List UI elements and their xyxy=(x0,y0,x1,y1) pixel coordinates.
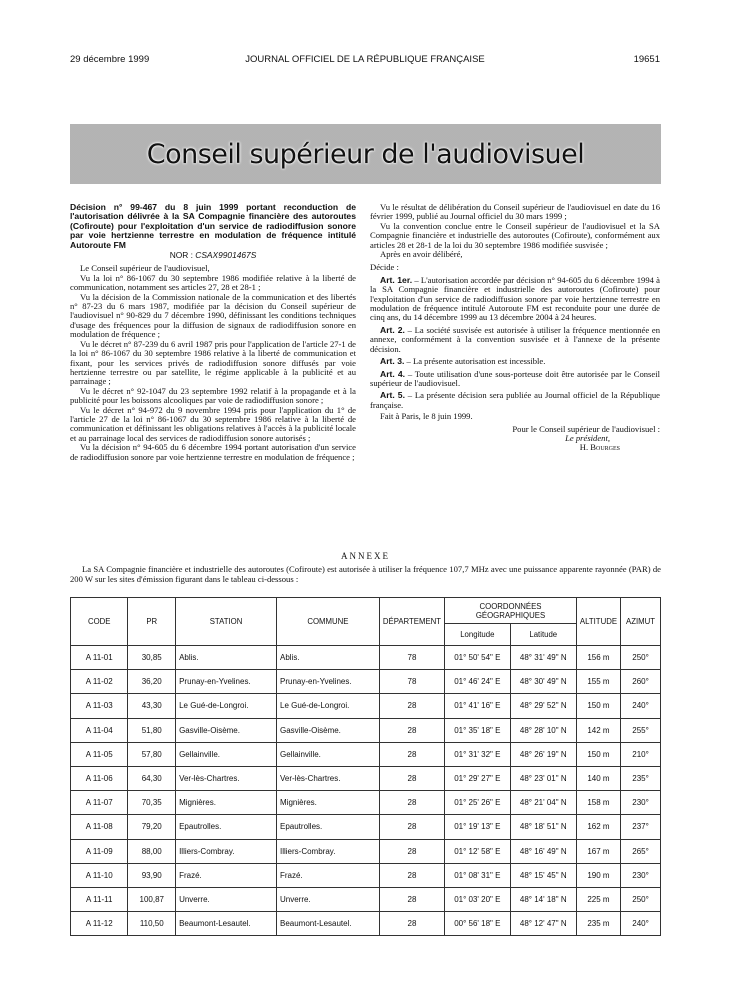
code-cell: A 11-02 xyxy=(71,670,128,694)
annexe-intro: La SA Compagnie financière et industrielle des autoroutes (Cofiroute) est autorisée à utiliser la fréquence 107,7 MHz avec une puissance apparente rayonnée (PAR) de 200 W sur les sites d'émission figurant dans le tableau ci-dessous : xyxy=(70,564,661,584)
table-row xyxy=(71,646,661,670)
header-latitude: Latitude xyxy=(510,624,576,646)
station-cell: Beaumont-Lesautel. xyxy=(176,912,277,936)
azimut-cell: 255° xyxy=(621,718,661,742)
commune-cell: Illiers-Combray. xyxy=(277,839,380,863)
section-title: Conseil supérieur de l'audiovisuel xyxy=(146,138,585,170)
azimut-cell: 240° xyxy=(621,694,661,718)
decide-heading: Décide : xyxy=(370,262,399,273)
pr-cell: 100,87 xyxy=(128,887,176,911)
pr-cell: 43,30 xyxy=(128,694,176,718)
station-cell: Epautrolles. xyxy=(176,815,277,839)
altitude-cell: 155 m xyxy=(576,670,620,694)
left-paragraphs xyxy=(70,264,356,462)
article-number: Art. 2. xyxy=(380,324,405,335)
article-text: – La présente autorisation est incessible. xyxy=(404,356,546,367)
left-paragraph: Vu la loi n° 86-1067 du 30 septembre 1986 modifiée relative à la liberté de communication, notamment ses articles 27, 28 et 28-1 ; xyxy=(70,272,356,293)
left-paragraph: Le Conseil supérieur de l'audiovisuel, xyxy=(80,263,210,274)
table-row xyxy=(71,766,661,790)
altitude-cell: 167 m xyxy=(576,839,620,863)
commune-cell: Ablis. xyxy=(277,646,380,670)
table-row xyxy=(71,863,661,887)
article-paragraph xyxy=(370,357,660,366)
departement-cell: 28 xyxy=(379,912,444,936)
code-cell: A 11-04 xyxy=(71,718,128,742)
departement-cell: 28 xyxy=(379,718,444,742)
right-paragraph: Après en avoir délibéré, xyxy=(380,249,463,260)
section-banner xyxy=(70,124,661,184)
article-number: Art. 4. xyxy=(380,368,406,379)
station-cell: Mignières. xyxy=(176,791,277,815)
commune-cell: Mignières. xyxy=(277,791,380,815)
longitude-cell: 00° 56' 18" E xyxy=(445,912,511,936)
station-cell: Unverre. xyxy=(176,887,277,911)
header-station: STATION xyxy=(176,598,277,646)
altitude-cell: 156 m xyxy=(576,646,620,670)
header-coords: COORDONNÉES GÉOGRAPHIQUES xyxy=(445,598,577,624)
departement-cell: 28 xyxy=(379,863,444,887)
azimut-cell: 230° xyxy=(621,791,661,815)
signature-block xyxy=(370,425,660,453)
altitude-cell: 150 m xyxy=(576,694,620,718)
signature-name: H. Bourges xyxy=(579,442,620,453)
stations-table-body xyxy=(71,646,661,936)
header-pr: PR xyxy=(128,598,176,646)
article-text: – Toute utilisation d'une sous-porteuse doit être autorisée par le Conseil supérieur de l'audiovisuel. xyxy=(370,368,660,388)
latitude-cell: 48° 12' 47" N xyxy=(510,912,576,936)
article-number: Art. 3. xyxy=(380,356,405,367)
header-longitude: Longitude xyxy=(445,624,511,646)
page-number: 19651 xyxy=(633,54,660,65)
departement-cell: 28 xyxy=(379,839,444,863)
station-cell: Ver-lès-Chartres. xyxy=(176,766,277,790)
departement-cell: 28 xyxy=(379,742,444,766)
article-paragraph xyxy=(370,370,660,389)
commune-cell: Beaumont-Lesautel. xyxy=(277,912,380,936)
commune-cell: Gellainville. xyxy=(277,742,380,766)
table-row xyxy=(71,718,661,742)
azimut-cell: 260° xyxy=(621,670,661,694)
code-cell: A 11-12 xyxy=(71,912,128,936)
pr-cell: 70,35 xyxy=(128,791,176,815)
article-text: – L'autorisation accordée par décision n° 94-605 du 6 décembre 1994 à la SA Compagnie financière et industrielle des autoroutes (Cofiroute) pour l'exploitation d'un service de radiodiffusion sonore par voie hertzienne terrestre en modulation de fréquence intitulé Autoroute FM est reconduite pour une durée de cinq ans, du 14 décembre 1999 au 13 décembre 2004 à 24 heures. xyxy=(370,274,660,323)
pr-cell: 36,20 xyxy=(128,670,176,694)
stations-table xyxy=(70,597,661,936)
journal-title: JOURNAL OFFICIEL DE LA RÉPUBLIQUE FRANÇAISE xyxy=(245,54,485,65)
latitude-cell: 48° 23' 01" N xyxy=(510,766,576,790)
azimut-cell: 265° xyxy=(621,839,661,863)
signature-role: Le président, xyxy=(565,432,610,443)
departement-cell: 28 xyxy=(379,791,444,815)
table-row xyxy=(71,839,661,863)
table-row xyxy=(71,912,661,936)
altitude-cell: 150 m xyxy=(576,742,620,766)
header-departement: DÉPARTEMENT xyxy=(379,598,444,646)
pr-cell: 93,90 xyxy=(128,863,176,887)
longitude-cell: 01° 25' 26" E xyxy=(445,791,511,815)
longitude-cell: 01° 12' 58" E xyxy=(445,839,511,863)
commune-cell: Prunay-en-Yvelines. xyxy=(277,670,380,694)
altitude-cell: 162 m xyxy=(576,815,620,839)
article-text: – La présente décision sera publiée au Journal officiel de la République française. xyxy=(370,390,660,410)
pr-cell: 57,80 xyxy=(128,742,176,766)
commune-cell: Ver-lès-Chartres. xyxy=(277,766,380,790)
longitude-cell: 01° 35' 18" E xyxy=(445,718,511,742)
table-row xyxy=(71,887,661,911)
commune-cell: Epautrolles. xyxy=(277,815,380,839)
code-cell: A 11-06 xyxy=(71,766,128,790)
latitude-cell: 48° 30' 49" N xyxy=(510,670,576,694)
station-cell: Gellainville. xyxy=(176,742,277,766)
code-cell: A 11-05 xyxy=(71,742,128,766)
latitude-cell: 48° 26' 19" N xyxy=(510,742,576,766)
articles-list xyxy=(370,276,660,410)
longitude-cell: 01° 41' 16" E xyxy=(445,694,511,718)
annexe-title: ANNEXE xyxy=(341,551,390,561)
left-paragraph: Vu la décision de la Commission nationale de la communication et des libertés n° 87-23 du 6 mars 1987, modifiée par la décision du Conseil supérieur de l'audiovisuel n° 90-829 du 7 décembre 1990, définissant les conditions techniques d'usage des fréquences pour la diffusion de signaux de radiodiffusion sonore en modulation de fréquence ; xyxy=(70,291,356,340)
pr-cell: 51,80 xyxy=(128,718,176,742)
commune-cell: Unverre. xyxy=(277,887,380,911)
latitude-cell: 48° 21' 04" N xyxy=(510,791,576,815)
signature-line: Pour le Conseil supérieur de l'audiovisuel : xyxy=(512,423,660,434)
altitude-cell: 225 m xyxy=(576,887,620,911)
code-cell: A 11-10 xyxy=(71,863,128,887)
table-row xyxy=(71,670,661,694)
pr-cell: 110,50 xyxy=(128,912,176,936)
departement-cell: 28 xyxy=(379,694,444,718)
longitude-cell: 01° 46' 24" E xyxy=(445,670,511,694)
pr-cell: 79,20 xyxy=(128,815,176,839)
issue-date: 29 décembre 1999 xyxy=(70,54,150,65)
station-cell: Le Gué-de-Longroi. xyxy=(176,694,277,718)
latitude-cell: 48° 14' 18" N xyxy=(510,887,576,911)
departement-cell: 28 xyxy=(379,815,444,839)
longitude-cell: 01° 50' 54" E xyxy=(445,646,511,670)
code-cell: A 11-08 xyxy=(71,815,128,839)
header-azimut: AZIMUT xyxy=(621,598,661,646)
table-row xyxy=(71,791,661,815)
code-cell: A 11-09 xyxy=(71,839,128,863)
header-altitude: ALTITUDE xyxy=(576,598,620,646)
running-head xyxy=(70,54,660,68)
header-code: CODE xyxy=(71,598,128,646)
article-number: Art. 5. xyxy=(380,390,405,401)
left-paragraph: Vu le décret n° 87-239 du 6 avril 1987 pris pour l'application de l'article 27-1 de la loi n° 86-1067 du 30 septembre 1986 relative à la liberté de communication et fixant, pour les services privés de radiodiffusion sonore diffusés par voie hertzienne terrestre ou par satellite, le régime applicable à la publicité et au parrainage ; xyxy=(70,338,356,387)
altitude-cell: 158 m xyxy=(576,791,620,815)
pr-cell: 88,00 xyxy=(128,839,176,863)
left-paragraph: Vu la décision n° 94-605 du 6 décembre 1994 portant autorisation d'un service de radiodiffusion sonore par voie hertzienne terrestre en modulation de fréquence ; xyxy=(70,442,356,462)
table-row xyxy=(71,815,661,839)
left-paragraph: Vu le décret n° 92-1047 du 23 septembre 1992 relatif à la propagande et à la publicité pour les boissons alcooliques par voie de radiodiffusion sonore ; xyxy=(70,385,356,406)
code-cell: A 11-01 xyxy=(71,646,128,670)
altitude-cell: 140 m xyxy=(576,766,620,790)
azimut-cell: 235° xyxy=(621,766,661,790)
left-column xyxy=(70,203,356,462)
table-row xyxy=(71,742,661,766)
departement-cell: 28 xyxy=(379,766,444,790)
longitude-cell: 01° 29' 27" E xyxy=(445,766,511,790)
longitude-cell: 01° 08' 31" E xyxy=(445,863,511,887)
code-cell: A 11-07 xyxy=(71,791,128,815)
commune-cell: Gasville-Oisème. xyxy=(277,718,380,742)
longitude-cell: 01° 31' 32" E xyxy=(445,742,511,766)
altitude-cell: 235 m xyxy=(576,912,620,936)
altitude-cell: 190 m xyxy=(576,863,620,887)
azimut-cell: 250° xyxy=(621,887,661,911)
nor-label: NOR : xyxy=(169,250,193,261)
code-cell: A 11-03 xyxy=(71,694,128,718)
header-commune: COMMUNE xyxy=(277,598,380,646)
right-paragraphs xyxy=(370,203,660,259)
pr-cell: 64,30 xyxy=(128,766,176,790)
station-cell: Ablis. xyxy=(176,646,277,670)
nor-code: CSAX9901467S xyxy=(195,250,257,261)
latitude-cell: 48° 18' 51" N xyxy=(510,815,576,839)
code-cell: A 11-11 xyxy=(71,887,128,911)
table-row xyxy=(71,694,661,718)
azimut-cell: 237° xyxy=(621,815,661,839)
article-text: – La société susvisée est autorisée à utiliser la fréquence mentionnée en annexe, conformément à la convention susvisée et à l'annexe de la présente décision. xyxy=(370,324,660,354)
station-cell: Frazé. xyxy=(176,863,277,887)
commune-cell: Le Gué-de-Longroi. xyxy=(277,694,380,718)
longitude-cell: 01° 19' 13" E xyxy=(445,815,511,839)
station-cell: Illiers-Combray. xyxy=(176,839,277,863)
latitude-cell: 48° 29' 52" N xyxy=(510,694,576,718)
article-paragraph xyxy=(370,391,660,410)
article-number: Art. 1er. xyxy=(380,274,413,285)
departement-cell: 78 xyxy=(379,646,444,670)
decision-title: Décision n° 99-467 du 8 juin 1999 portant reconduction de l'autorisation délivrée à la SA Compagnie financière des autoroutes (Cofiroute) pour l'exploitation d'un service de radiodiffusion sonore par voie hertzienne terrestre en modulation de fréquence intitulé Autoroute FM xyxy=(70,202,356,250)
altitude-cell: 142 m xyxy=(576,718,620,742)
longitude-cell: 01° 03' 20" E xyxy=(445,887,511,911)
latitude-cell: 48° 31' 49" N xyxy=(510,646,576,670)
station-cell: Prunay-en-Yvelines. xyxy=(176,670,277,694)
left-paragraph: Vu le décret n° 94-972 du 9 novembre 1994 pris pour l'application du 1° de l'article 27 de la loi n° 86-1067 du 30 septembre 1986 relative à la liberté de communication et définissant les obligations relatives à l'accès à la publicité locale et au parrainage local des services de radiodiffusion sonore autorisés ; xyxy=(70,404,356,443)
departement-cell: 28 xyxy=(379,887,444,911)
nor-line xyxy=(70,251,356,260)
azimut-cell: 250° xyxy=(621,646,661,670)
right-paragraph: Vu le résultat de délibération du Conseil supérieur de l'audiovisuel en date du 16 février 1999, publié au Journal officiel du 30 mars 1999 ; xyxy=(370,202,660,222)
pr-cell: 30,85 xyxy=(128,646,176,670)
article-paragraph xyxy=(370,326,660,354)
article-paragraph xyxy=(370,276,660,323)
latitude-cell: 48° 28' 10" N xyxy=(510,718,576,742)
right-paragraph: Vu la convention conclue entre le Conseil supérieur de l'audiovisuel et la SA Compagnie financière et industrielle des autoroutes (Cofiroute), conformément aux articles 28 et 28-1 de la loi du 30 septembre 1986 modifiée susvisée ; xyxy=(370,220,660,250)
commune-cell: Frazé. xyxy=(277,863,380,887)
latitude-cell: 48° 15' 45" N xyxy=(510,863,576,887)
azimut-cell: 240° xyxy=(621,912,661,936)
station-cell: Gasville-Oisème. xyxy=(176,718,277,742)
azimut-cell: 210° xyxy=(621,742,661,766)
departement-cell: 78 xyxy=(379,670,444,694)
azimut-cell: 230° xyxy=(621,863,661,887)
latitude-cell: 48° 16' 49" N xyxy=(510,839,576,863)
done-at: Fait à Paris, le 8 juin 1999. xyxy=(380,411,473,422)
right-column xyxy=(370,203,660,453)
